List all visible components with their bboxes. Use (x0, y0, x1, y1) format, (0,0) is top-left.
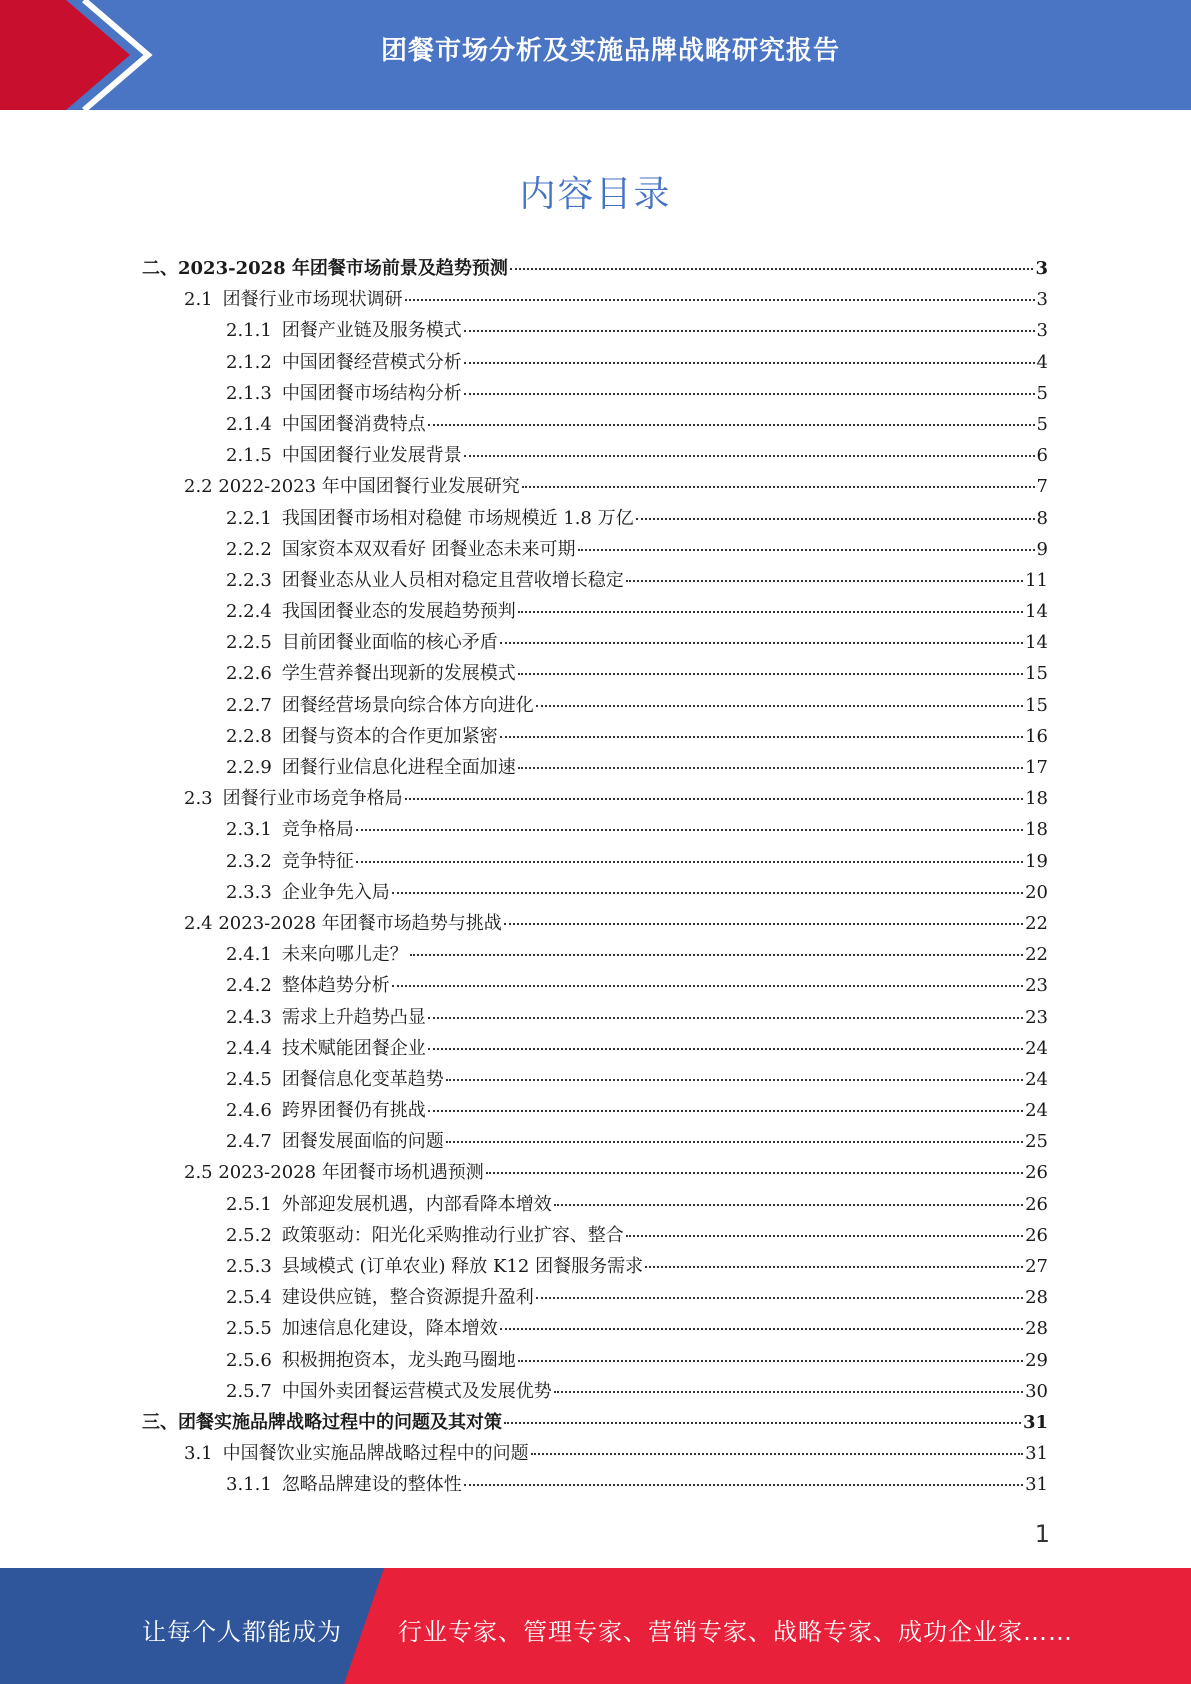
toc-entry[interactable] (142, 1345, 1048, 1376)
toc-dot-leader (464, 455, 1035, 457)
toc-entry[interactable] (142, 534, 1048, 565)
toc-dot-leader (392, 892, 1023, 894)
toc-entry-page: 14 (1025, 632, 1048, 654)
toc-entry-page: 24 (1025, 1037, 1048, 1059)
toc-dot-leader (518, 767, 1023, 769)
toc-entry-title: 忽略品牌建设的整体性 (281, 1474, 462, 1496)
toc-entry-page: 4 (1036, 351, 1048, 373)
toc-entry-number: 2.2.1 (226, 507, 272, 529)
toc-entry-title: 中国团餐市场结构分析 (281, 382, 462, 404)
toc-entry-title: 我国团餐市场相对稳健 市场规模近 1.8 万亿 (281, 507, 634, 529)
toc-entry-title: 团餐经营场景向综合体方向进化 (281, 694, 534, 716)
toc-dot-leader (504, 1422, 1021, 1424)
toc-entry[interactable] (142, 846, 1048, 877)
toc-entry-title: 跨界团餐仍有挑战 (281, 1100, 426, 1122)
toc-title: 内容目录 (519, 174, 672, 215)
toc-entry-page: 3 (1035, 258, 1048, 279)
toc-entry[interactable] (142, 1438, 1048, 1469)
toc-dot-leader (446, 1079, 1023, 1081)
toc-dot-leader (428, 1017, 1023, 1019)
toc-entry[interactable] (142, 690, 1048, 721)
toc-entry-page: 25 (1025, 1131, 1048, 1153)
toc-entry-page: 8 (1036, 507, 1048, 529)
toc-entry[interactable] (142, 503, 1048, 534)
toc-entry-title: 需求上升趋势凸显 (281, 1006, 426, 1028)
toc-entry-page: 26 (1025, 1193, 1048, 1215)
toc-entry-title: 政策驱动：阳光化采购推动行业扩容、整合 (281, 1224, 624, 1246)
toc-dot-leader (464, 362, 1035, 364)
toc-entry-number: 2.1.2 (226, 351, 272, 373)
toc-entry-title: 技术赋能团餐企业 (281, 1037, 426, 1059)
toc-entry-number: 2.3.2 (226, 850, 272, 872)
toc-entry-page: 31 (1025, 1443, 1048, 1465)
toc-entry-number: 2.3 (184, 788, 213, 810)
toc-entry-number: 2.4.7 (226, 1131, 272, 1153)
toc-entry-title: 团餐与资本的合作更加紧密 (281, 725, 498, 747)
toc-entry-number: 2.4.4 (226, 1037, 272, 1059)
toc-entry-title: 团餐业态从业人员相对稳定且营收增长稳定 (281, 569, 624, 591)
toc-entry-number: 2.5.7 (226, 1380, 272, 1402)
toc-entry[interactable] (142, 939, 1048, 970)
toc-entry-page: 19 (1025, 850, 1048, 872)
toc-entry[interactable] (142, 658, 1048, 689)
page-number: 1 (1034, 1520, 1050, 1548)
toc-entry-page: 22 (1025, 912, 1048, 934)
toc-entry-page: 16 (1025, 725, 1048, 747)
toc-entry-page: 6 (1036, 445, 1048, 467)
toc-entry-number: 3.1.1 (226, 1474, 272, 1496)
toc-entry-number: 2.2.6 (226, 663, 272, 685)
toc-entry-number: 2.3.3 (226, 881, 272, 903)
toc-entry[interactable] (142, 1189, 1048, 1220)
toc-entry-page: 20 (1025, 881, 1048, 903)
toc-entry[interactable] (142, 1064, 1048, 1095)
toc-entry-title: 二、2023-2028 年团餐市场前景及趋势预测 (142, 258, 508, 279)
toc-entry-number: 2.1.3 (226, 382, 272, 404)
toc-entry-number: 3.1 (184, 1443, 213, 1465)
toc-entry-page: 5 (1036, 413, 1048, 435)
toc-entry[interactable] (142, 565, 1048, 596)
toc-entry[interactable] (142, 1376, 1048, 1407)
toc-dot-leader (518, 673, 1023, 675)
toc-entry-page: 28 (1025, 1318, 1048, 1340)
toc-entry-title: 中国餐饮业实施品牌战略过程中的问题 (222, 1443, 529, 1465)
toc-entry[interactable] (142, 752, 1048, 783)
toc-entry-page: 5 (1036, 382, 1048, 404)
toc-entry-title: 团餐产业链及服务模式 (281, 320, 462, 342)
toc-entry-number: 2.1.1 (226, 320, 272, 342)
toc-entry-page: 17 (1025, 757, 1048, 778)
toc-dot-leader (636, 518, 1035, 520)
toc-entry-page: 18 (1025, 788, 1048, 810)
toc-entry-page: 15 (1025, 694, 1048, 716)
toc-dot-leader (536, 705, 1023, 707)
toc-entry-title: 未来向哪儿走？ (281, 944, 408, 966)
toc-entry[interactable] (142, 1407, 1048, 1438)
toc-entry-page: 22 (1025, 944, 1048, 966)
toc-entry-page: 15 (1025, 663, 1048, 685)
toc-entry-title: 中国外卖团餐运营模式及发展优势 (281, 1380, 552, 1402)
toc-dot-leader (405, 299, 1035, 301)
toc-dot-leader (626, 1235, 1023, 1237)
toc-entry-number: 2.2.7 (226, 694, 272, 716)
toc-entry-title: 团餐行业信息化进程全面加速 (281, 757, 516, 778)
toc-entry-number: 2.5.2 (226, 1224, 272, 1246)
toc-entry-number: 2.5.3 (226, 1256, 272, 1277)
toc-entry-page: 11 (1025, 569, 1048, 591)
toc-entry-number: 2.1 (184, 289, 213, 311)
toc-dot-leader (531, 1453, 1023, 1455)
toc-entry-number: 2.4.6 (226, 1100, 272, 1122)
toc-entry-number: 2.2.5 (226, 632, 272, 654)
toc-entry-page: 27 (1025, 1256, 1048, 1277)
toc-dot-leader (428, 1110, 1023, 1112)
toc-dot-leader (518, 611, 1023, 613)
toc-entry-number: 2.2.3 (226, 569, 272, 591)
toc-dot-leader (428, 424, 1035, 426)
toc-entry-number: 2.4.3 (226, 1006, 272, 1028)
toc-entry-title: 我国团餐业态的发展趋势预判 (281, 601, 516, 623)
toc-entry-title: 中国团餐行业发展背景 (281, 445, 462, 467)
toc-dot-leader (464, 1484, 1023, 1486)
toc-entry-number: 2.2.2 (226, 538, 272, 560)
toc-entry-title: 2.4 2023-2028 年团餐市场趋势与挑战 (184, 912, 502, 934)
toc-entry-title: 积极拥抱资本，龙头跑马圈地 (281, 1349, 516, 1371)
toc-entry-page: 18 (1025, 819, 1048, 841)
footer-slogan-left: 让每个人都能成为 (142, 1618, 342, 1646)
toc-entry-page: 31 (1022, 1411, 1048, 1433)
header-title: 团餐市场分析及实施品牌战略研究报告 (380, 36, 840, 66)
toc-dot-leader (392, 985, 1023, 987)
toc-entry-page: 24 (1025, 1100, 1048, 1122)
toc-entry-title: 国家资本双双看好 团餐业态未来可期 (281, 538, 576, 560)
toc-dot-leader (410, 954, 1023, 956)
toc-dot-leader (356, 829, 1023, 831)
toc-entry-title: 团餐行业市场现状调研 (222, 289, 403, 311)
toc-dot-leader (510, 268, 1034, 270)
toc-dot-leader (554, 1391, 1023, 1393)
toc-dot-leader (626, 580, 1023, 582)
toc-entry-number: 2.5.6 (226, 1349, 272, 1371)
toc-entry-title: 竞争格局 (281, 819, 354, 841)
toc-entry[interactable] (142, 1126, 1048, 1157)
toc-entry-title: 2.5 2023-2028 年团餐市场机遇预测 (184, 1162, 484, 1184)
toc-entry-title: 2.2 2022-2023 年中国团餐行业发展研究 (184, 476, 520, 498)
toc-entry-title: 团餐信息化变革趋势 (281, 1068, 444, 1090)
table-of-contents (142, 253, 1048, 1501)
toc-entry-number: 2.1.5 (226, 445, 272, 467)
toc-entry-number: 2.4.2 (226, 975, 272, 997)
toc-entry[interactable] (142, 1282, 1048, 1313)
toc-entry-number: 2.1.4 (226, 413, 272, 435)
toc-dot-leader (536, 1297, 1023, 1299)
toc-entry[interactable] (142, 1095, 1048, 1126)
toc-entry-title: 目前团餐业面临的核心矛盾 (281, 632, 498, 654)
toc-entry-page: 3 (1036, 320, 1048, 342)
toc-entry[interactable] (142, 1002, 1048, 1033)
toc-entry-page: 14 (1025, 601, 1048, 623)
toc-dot-leader (578, 549, 1035, 551)
toc-entry[interactable] (142, 1469, 1048, 1500)
toc-entry-title: 三、团餐实施品牌战略过程中的问题及其对策 (142, 1411, 502, 1433)
toc-dot-leader (464, 393, 1035, 395)
toc-entry-title: 整体趋势分析 (281, 975, 390, 997)
toc-entry[interactable] (142, 596, 1048, 627)
toc-entry[interactable] (142, 409, 1048, 440)
toc-entry-number: 2.5.5 (226, 1318, 272, 1340)
toc-entry[interactable] (142, 378, 1048, 409)
toc-entry-page: 23 (1025, 975, 1048, 997)
toc-dot-leader (500, 736, 1023, 738)
toc-entry-page: 26 (1025, 1162, 1048, 1184)
toc-entry[interactable] (142, 1313, 1048, 1344)
toc-entry-page: 30 (1025, 1380, 1048, 1402)
toc-entry-title: 建设供应链，整合资源提升盈利 (281, 1287, 534, 1309)
toc-entry-title: 中国团餐消费特点 (281, 413, 426, 435)
toc-entry[interactable] (142, 1220, 1048, 1251)
toc-entry[interactable] (142, 1251, 1048, 1282)
toc-entry[interactable] (142, 471, 1048, 502)
toc-entry[interactable] (142, 347, 1048, 378)
toc-entry-page: 23 (1025, 1006, 1048, 1028)
page-footer (0, 1568, 1191, 1684)
toc-entry[interactable] (142, 627, 1048, 658)
toc-dot-leader (405, 798, 1023, 800)
page-header (0, 0, 1191, 110)
toc-entry-page: 3 (1036, 289, 1048, 311)
toc-entry-title: 县域模式 (订单农业) 释放 K12 团餐服务需求 (281, 1256, 644, 1277)
toc-entry-page: 26 (1025, 1224, 1048, 1246)
toc-dot-leader (356, 861, 1023, 863)
toc-dot-leader (486, 1172, 1023, 1174)
toc-entry[interactable] (142, 970, 1048, 1001)
toc-entry[interactable] (142, 721, 1048, 752)
toc-entry[interactable] (142, 783, 1048, 814)
toc-entry-title: 团餐行业市场竞争格局 (222, 788, 403, 810)
toc-dot-leader (518, 1360, 1023, 1362)
toc-entry-title: 中国团餐经营模式分析 (281, 351, 462, 373)
toc-entry-page: 9 (1036, 538, 1048, 560)
toc-entry-number: 2.4.1 (226, 944, 272, 966)
toc-entry[interactable] (142, 1033, 1048, 1064)
toc-entry-number: 2.2.9 (226, 757, 272, 778)
toc-entry[interactable] (142, 315, 1048, 346)
toc-entry-title: 外部迎发展机遇，内部看降本增效 (281, 1193, 552, 1215)
toc-entry-number: 2.4.5 (226, 1068, 272, 1090)
toc-entry-title: 团餐发展面临的问题 (281, 1131, 444, 1153)
toc-entry-page: 28 (1025, 1287, 1048, 1309)
toc-entry-title: 加速信息化建设，降本增效 (281, 1318, 498, 1340)
toc-entry-page: 31 (1025, 1474, 1048, 1496)
toc-dot-leader (554, 1204, 1023, 1206)
toc-entry[interactable] (142, 253, 1048, 284)
toc-entry-page: 24 (1025, 1068, 1048, 1090)
toc-entry[interactable] (142, 877, 1048, 908)
toc-dot-leader (522, 486, 1035, 488)
toc-dot-leader (428, 1048, 1023, 1050)
toc-dot-leader (464, 330, 1035, 332)
toc-entry-title: 学生营养餐出现新的发展模式 (281, 663, 516, 685)
toc-dot-leader (500, 1328, 1023, 1330)
toc-entry-number: 2.5.4 (226, 1287, 272, 1309)
toc-entry-number: 2.2.4 (226, 601, 272, 623)
toc-dot-leader (504, 923, 1023, 925)
toc-entry-title: 竞争特征 (281, 850, 354, 872)
toc-dot-leader (446, 1141, 1023, 1143)
toc-entry[interactable] (142, 284, 1048, 315)
toc-dot-leader (500, 642, 1023, 644)
toc-entry[interactable] (142, 908, 1048, 939)
toc-entry-title: 企业争先入局 (281, 881, 390, 903)
toc-dot-leader (645, 1266, 1023, 1268)
toc-entry-page: 7 (1036, 476, 1048, 498)
toc-entry[interactable] (142, 440, 1048, 471)
toc-entry-number: 2.2.8 (226, 725, 272, 747)
toc-entry-page: 29 (1025, 1349, 1048, 1371)
footer-slogan-right: 行业专家、管理专家、营销专家、战略专家、成功企业家…… (398, 1618, 1073, 1646)
toc-entry[interactable] (142, 1157, 1048, 1188)
toc-entry-number: 2.5.1 (226, 1193, 272, 1215)
toc-entry-number: 2.3.1 (226, 819, 272, 841)
toc-entry[interactable] (142, 814, 1048, 845)
